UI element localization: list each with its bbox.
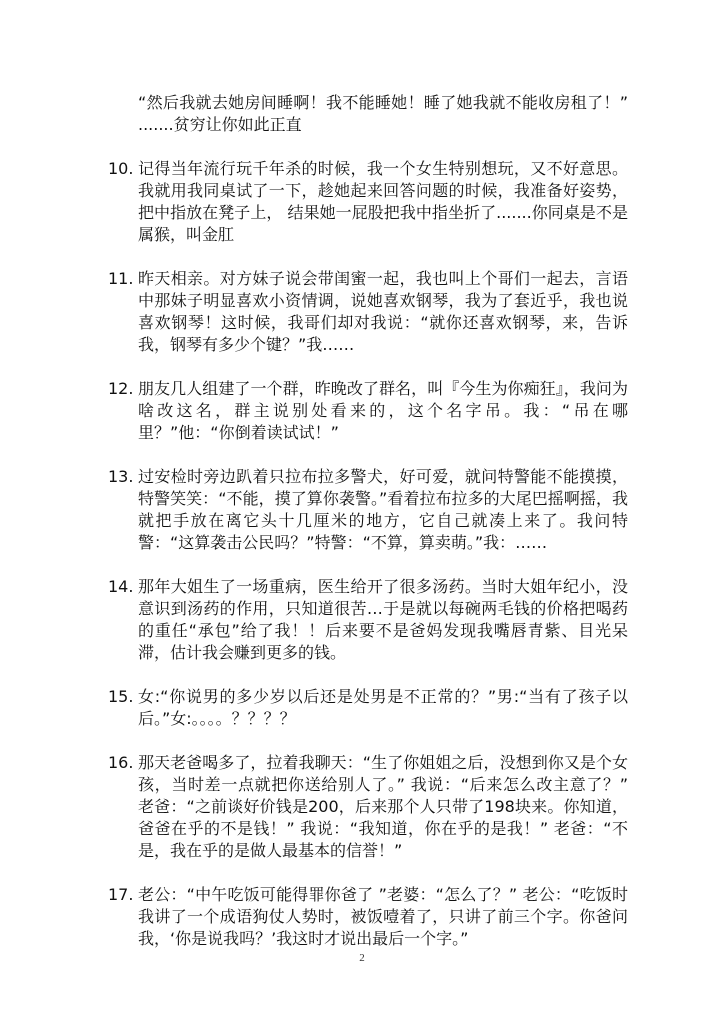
list-item bbox=[108, 158, 628, 246]
list-item bbox=[108, 576, 628, 664]
list-item bbox=[108, 378, 628, 444]
item-number: 10. bbox=[108, 159, 134, 178]
list-item bbox=[108, 466, 628, 554]
item-number: 13. bbox=[108, 467, 134, 486]
item-number: 16. bbox=[108, 753, 134, 772]
item-number: 14. bbox=[108, 577, 134, 596]
item-number: 17. bbox=[108, 885, 134, 904]
item-number: 15. bbox=[108, 687, 134, 706]
continuation-text: “然后我就去她房间睡啊！我不能睡她！睡了她我就不能收房租了！” .......贫穷让你如此正直 bbox=[138, 93, 628, 134]
list-item-continuation bbox=[108, 92, 628, 136]
item-text: 过安检时旁边趴着只拉布拉多警犬，好可爱，就问特警能不能摸摸，特警笑笑：“不能，摸了算你袭警。”看着拉布拉多的大尾巴摇啊摇，我就把手放在离它头十几厘米的地方，它自己就凑上来了。我问特警：“这算袭击公民吗？”特警：“不算，算卖萌。”我：…… bbox=[138, 467, 628, 552]
page-number: 2 bbox=[359, 952, 365, 964]
document-body bbox=[108, 92, 628, 972]
list-item bbox=[108, 884, 628, 950]
item-number: 12. bbox=[108, 379, 134, 398]
item-text: 朋友几人组建了一个群，昨晚改了群名，叫『今生为你痴狂』，我问为啥改这名，群主说别处看来的，这个名字吊。我：“吊在哪里？”他：“你倒着读试试！” bbox=[138, 379, 628, 442]
list-item bbox=[108, 268, 628, 356]
list-item bbox=[108, 686, 628, 730]
item-number: 11. bbox=[108, 269, 134, 288]
item-text: 老公：“中午吃饭可能得罪你爸了 ”老婆：“怎么了？” 老公：“吃饭时我讲了一个成语狗仗人势时，被饭噎着了，只讲了前三个字。你爸问我，‘你是说我吗？’我这时才说出最后一个字。” bbox=[138, 885, 628, 948]
item-text: 昨天相亲。对方妹子说会带闺蜜一起，我也叫上个哥们一起去，言语中那妹子明显喜欢小资情调，说她喜欢钢琴，我为了套近乎，我也说喜欢钢琴！这时候，我哥们却对我说：“就你还喜欢钢琴，来，告诉我，钢琴有多少个键？”我…… bbox=[138, 269, 628, 354]
item-text: 女:“你说男的多少岁以后还是处男是不正常的？”男:“当有了孩子以后。”女:。。。。？？？？ bbox=[138, 687, 628, 728]
list-item bbox=[108, 752, 628, 862]
item-text: 那年大姐生了一场重病，医生给开了很多汤药。当时大姐年纪小，没意识到汤药的作用，只知道很苦…于是就以每碗两毛钱的价格把喝药的重任“承包”给了我！！后来要不是爸妈发现我嘴唇青紫、目光呆滞，估计我会赚到更多的钱。 bbox=[138, 577, 628, 662]
item-text: 记得当年流行玩千年杀的时候，我一个女生特别想玩，又不好意思。我就用我同桌试了一下，趁她起来回答问题的时候，我准备好姿势，把中指放在凳子上， 结果她一屁股把我中指坐折了.......你同桌是不是属猴，叫金肛 bbox=[138, 159, 628, 244]
item-text: 那天老爸喝多了，拉着我聊天：“生了你姐姐之后，没想到你又是个女孩，当时差一点就把你送给别人了。” 我说：“后来怎么改主意了？” 老爸：“之前谈好价钱是200，后来那个人只带了198块来。你知道，爸爸在乎的不是钱！” 我说：“我知道，你在乎的是我！” 老爸：“不是，我在乎的是做人最基本的信誉！” bbox=[138, 753, 628, 860]
